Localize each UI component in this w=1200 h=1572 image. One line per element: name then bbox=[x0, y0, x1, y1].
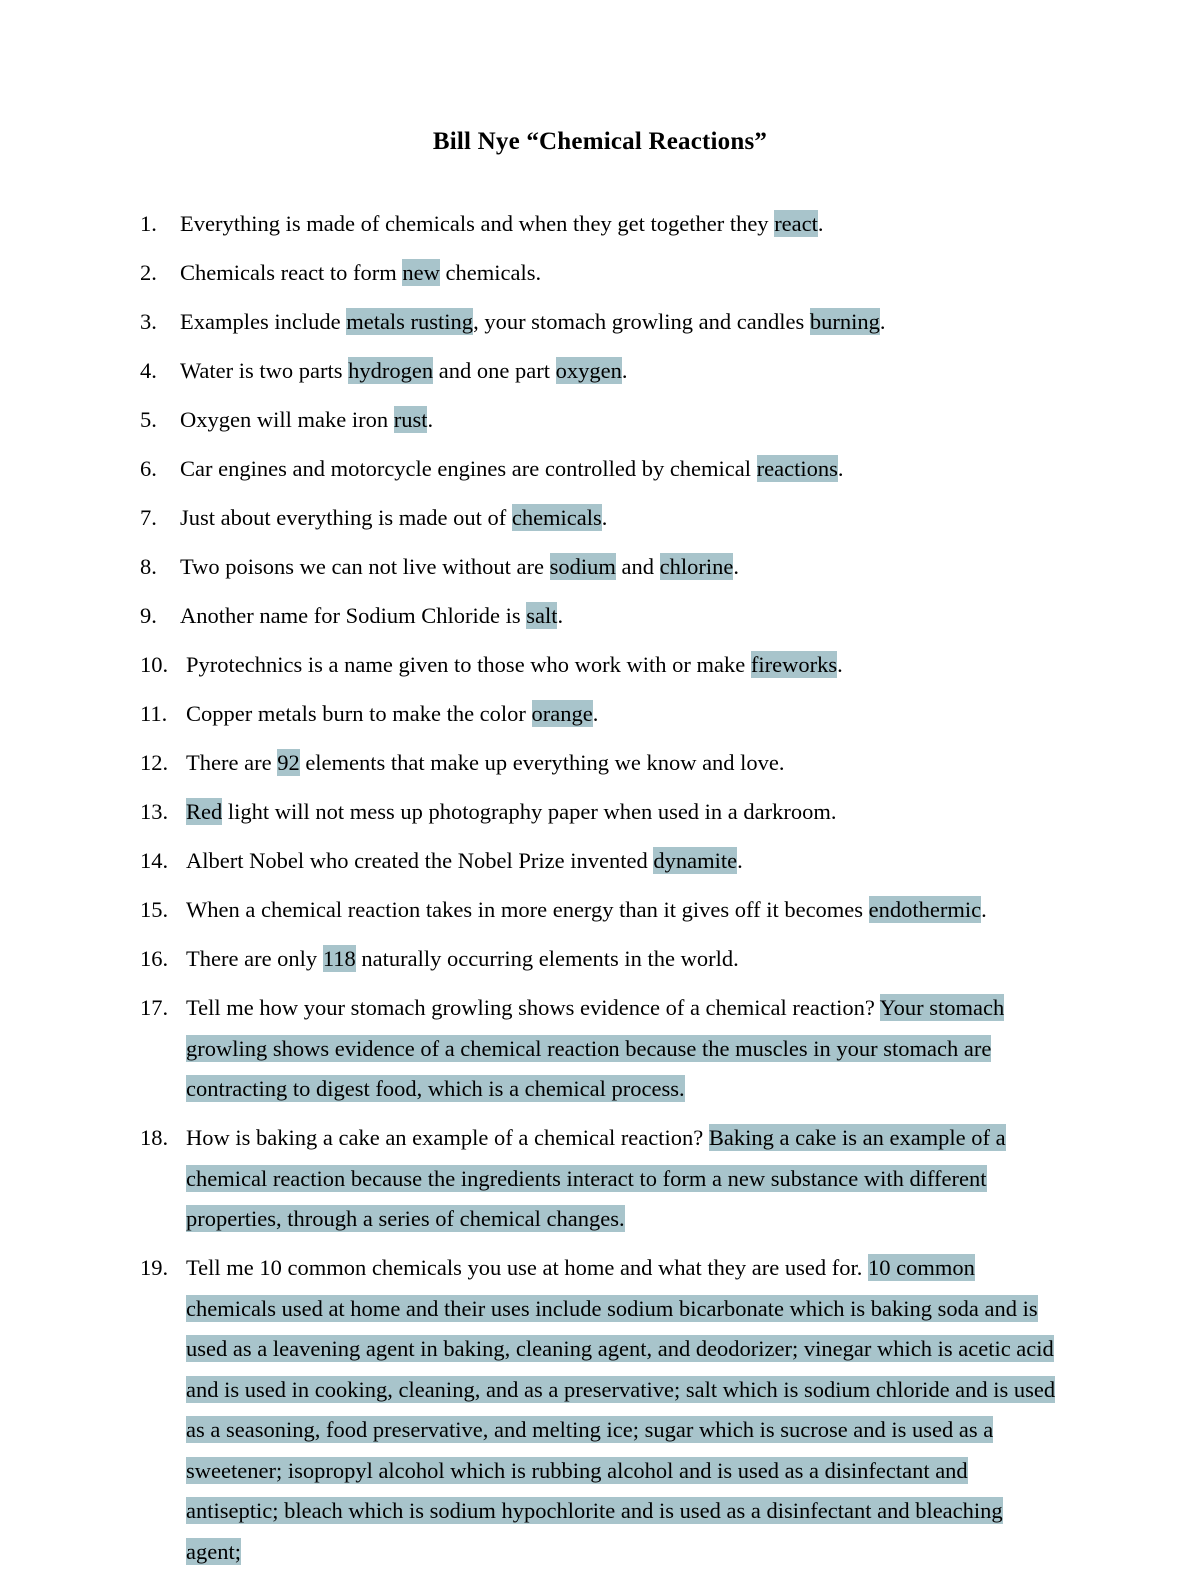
question-text: elements that make up everything we know and love. bbox=[299, 750, 785, 775]
question-text: . bbox=[557, 603, 564, 628]
question-text: . bbox=[879, 309, 886, 334]
question-text: . bbox=[737, 848, 743, 873]
list-item bbox=[140, 988, 1060, 1110]
highlighted-answer-text: reactions bbox=[756, 456, 838, 481]
list-item bbox=[140, 204, 1060, 245]
list-item-number: 18. bbox=[140, 1125, 169, 1150]
question-text: Examples include bbox=[180, 309, 347, 334]
question-text: . bbox=[837, 456, 844, 481]
question-text: . bbox=[837, 652, 843, 677]
list-item bbox=[140, 596, 1060, 637]
list-item bbox=[140, 1248, 1060, 1572]
highlighted-answer-text: new bbox=[402, 260, 440, 285]
question-text: Albert Nobel who created the Nobel Prize invented bbox=[186, 848, 654, 873]
list-item bbox=[140, 841, 1060, 882]
list-item-number: 16. bbox=[140, 946, 169, 971]
highlighted-answer-text: 118 bbox=[322, 946, 356, 971]
question-text: . bbox=[981, 897, 987, 922]
list-item-number: 15. bbox=[140, 897, 169, 922]
highlighted-answer-text: react bbox=[774, 211, 818, 236]
question-text: naturally occurring elements in the world. bbox=[355, 946, 739, 971]
question-text: Chemicals react to form bbox=[180, 260, 403, 285]
list-item-number: 7. bbox=[140, 505, 157, 530]
list-item-number: 17. bbox=[140, 995, 169, 1020]
highlighted-answer-text: salt bbox=[526, 603, 558, 628]
question-text: , your stomach growling and candles bbox=[473, 309, 810, 334]
question-text: Another name for Sodium Chloride is bbox=[180, 603, 527, 628]
question-text: There are only bbox=[186, 946, 323, 971]
question-text: . bbox=[733, 554, 739, 579]
highlighted-answer-text: chlorine bbox=[659, 554, 734, 579]
highlighted-answer-text: oxygen bbox=[555, 358, 622, 383]
list-item-number: 1. bbox=[140, 211, 157, 236]
list-item-number: 3. bbox=[140, 309, 157, 334]
list-item bbox=[140, 694, 1060, 735]
list-item bbox=[140, 449, 1060, 490]
question-text: Tell me 10 common chemicals you use at home and what they are used for. bbox=[186, 1255, 868, 1280]
highlighted-answer-text: dynamite bbox=[653, 848, 738, 873]
list-item-number: 9. bbox=[140, 603, 157, 628]
list-item bbox=[140, 400, 1060, 441]
list-item-number: 10. bbox=[140, 652, 169, 677]
question-text: How is baking a cake an example of a chemical reaction? bbox=[186, 1125, 709, 1150]
page-title: Bill Nye “Chemical Reactions” bbox=[432, 128, 768, 155]
list-item bbox=[140, 253, 1060, 294]
question-text: . bbox=[427, 407, 434, 432]
highlighted-answer-text: metals rusting bbox=[346, 309, 474, 334]
list-item-number: 13. bbox=[140, 799, 169, 824]
list-item bbox=[140, 792, 1060, 833]
question-text: Pyrotechnics is a name given to those who work with or make bbox=[186, 652, 751, 677]
question-text: and one part bbox=[433, 358, 556, 383]
question-text: Car engines and motorcycle engines are controlled by chemical bbox=[180, 456, 757, 481]
list-item-number: 19. bbox=[140, 1255, 169, 1280]
list-item bbox=[140, 645, 1060, 686]
highlighted-answer-text: fireworks bbox=[750, 652, 838, 677]
question-text: Water is two parts bbox=[180, 358, 349, 383]
question-text: Tell me how your stomach growling shows evidence of a chemical reaction? bbox=[186, 995, 880, 1020]
highlighted-answer-text: Your stomach growling shows evidence of a chemical reaction because the muscles in your stomach are contracting to digest food, which is a chemical process. bbox=[186, 995, 1005, 1101]
list-item-number: 2. bbox=[140, 260, 157, 285]
list-item bbox=[140, 743, 1060, 784]
list-item-number: 8. bbox=[140, 554, 157, 579]
list-item bbox=[140, 302, 1060, 343]
list-item bbox=[140, 351, 1060, 392]
question-text: chemicals. bbox=[439, 260, 542, 285]
highlighted-answer-text: orange bbox=[531, 701, 593, 726]
list-item bbox=[140, 1118, 1060, 1240]
highlighted-answer-text: chemicals bbox=[511, 505, 602, 530]
list-item-number: 14. bbox=[140, 848, 169, 873]
question-list bbox=[140, 204, 1060, 1572]
highlighted-answer-text: burning bbox=[809, 309, 880, 334]
list-item-number: 4. bbox=[140, 358, 157, 383]
highlighted-answer-text: Baking a cake is an example of a chemical reaction because the ingredients interact to form a new substance with different properties, through a series of chemical changes. bbox=[186, 1125, 1006, 1231]
question-text: . bbox=[601, 505, 608, 530]
list-item-number: 12. bbox=[140, 750, 169, 775]
question-text: . bbox=[817, 211, 824, 236]
highlighted-answer-text: rust bbox=[393, 407, 428, 432]
question-text: light will not mess up photography paper when used in a darkroom. bbox=[222, 799, 837, 824]
list-item bbox=[140, 939, 1060, 980]
list-item bbox=[140, 890, 1060, 931]
question-text: When a chemical reaction takes in more energy than it gives off it becomes bbox=[186, 897, 869, 922]
question-text: Two poisons we can not live without are bbox=[180, 554, 550, 579]
question-text: Just about everything is made out of bbox=[180, 505, 512, 530]
list-item-number: 5. bbox=[140, 407, 157, 432]
highlighted-answer-text: sodium bbox=[549, 554, 616, 579]
question-text: . bbox=[621, 358, 628, 383]
question-text: Copper metals burn to make the color bbox=[186, 701, 532, 726]
highlighted-answer-text: 92 bbox=[277, 750, 300, 775]
highlighted-answer-text: Red bbox=[186, 799, 223, 824]
question-text: Oxygen will make iron bbox=[180, 407, 394, 432]
highlighted-answer-text: hydrogen bbox=[348, 358, 434, 383]
question-text: and bbox=[615, 554, 660, 579]
highlighted-answer-text: endothermic bbox=[868, 897, 982, 922]
question-text: Everything is made of chemicals and when they get together they bbox=[180, 211, 775, 236]
list-item-number: 6. bbox=[140, 456, 157, 481]
list-item bbox=[140, 498, 1060, 539]
question-text: . bbox=[592, 701, 599, 726]
question-text: There are bbox=[186, 750, 278, 775]
highlighted-answer-text: 10 common chemicals used at home and their uses include sodium bicarbonate which is baking soda and is used as a leavening agent in baking, cleaning agent, and deodorizer; vinegar which is acetic acid and is used in cooking, cleaning, and as a preservative; salt which is sodium chloride and is used as a seasoning, food preservative, and melting ice; sugar which is sucrose and is used as a sweetener; isopropyl alcohol which is rubbing alcohol and is used as a disinfectant and antiseptic; bleach which is sodium hypochlorite and is used as a disinfectant and bleaching agent; bbox=[186, 1255, 1056, 1564]
list-item-number: 11. bbox=[140, 701, 168, 726]
list-item bbox=[140, 547, 1060, 588]
